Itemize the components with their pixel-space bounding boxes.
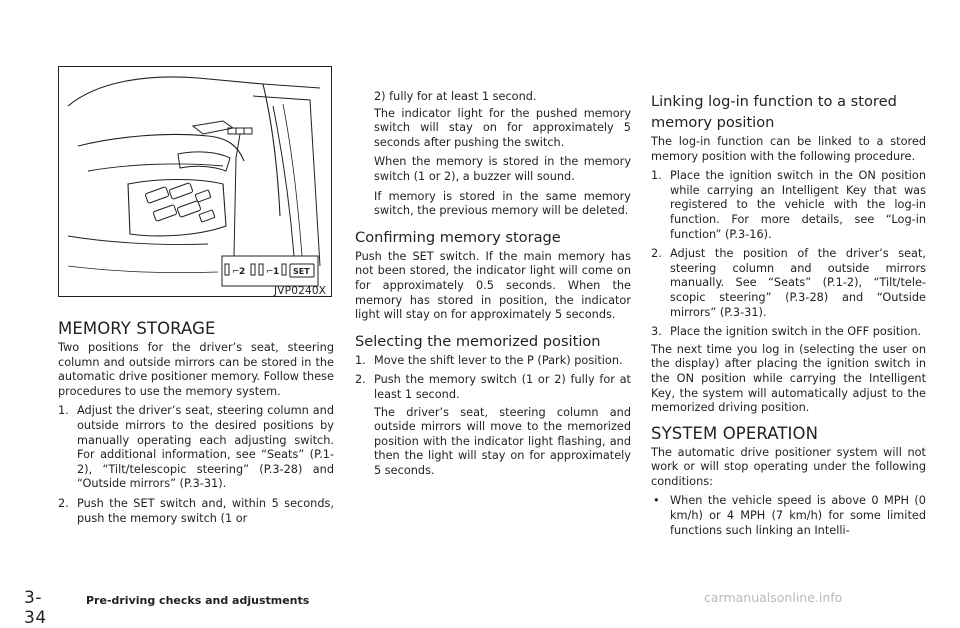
- list-number: 1.: [355, 353, 366, 367]
- list-number: 2.: [651, 247, 662, 261]
- heading-confirming-memory: Confirming memory storage: [355, 228, 561, 246]
- list-item: [58, 404, 334, 492]
- door-panel-illustration: [58, 66, 332, 297]
- bullet-item: [651, 494, 926, 538]
- list-text: Adjust the position of the driver’s seat, steering column and outside mirrors manually. See “Seats” (P.1-2), “Tilt/telescopic steering” (P.3-28) and “Outside mirrors” (P.3-31).: [670, 247, 926, 319]
- chapter-title: Pre-driving checks and adjustments: [86, 594, 310, 607]
- step2-continued: 2) fully for at least 1 second.: [374, 90, 537, 103]
- confirm-text: Push the SET switch. If the main memory has not been stored, the indicator light will come on for approximately 0.5 seconds. When the memory has stored in position, the indicator light will stay on for approximately 5 seconds.: [355, 249, 631, 322]
- system-intro: The automatic drive positioner system will not work or will stop operating under the following conditions:: [651, 445, 926, 488]
- list-item: [651, 247, 926, 320]
- list-text: Push the SET switch and, within 5 seconds, push the memory switch (1 or: [77, 496, 334, 525]
- heading-linking-login: [651, 91, 926, 133]
- sel2-move-text: The driver’s seat, steering column and outside mirrors will move to the memorized position with the indicator light flashing, and then the light will stay on for approximately 5 seconds.: [374, 405, 631, 477]
- memory-switch-figure: [58, 66, 332, 297]
- link-after-text: The next time you log in (selecting the user on the display) after placing the ignition switch in the ON position while carrying the Intelligent Key, the system will automatically adjust to the memorized driving position.: [651, 342, 926, 415]
- memory-2-label: 2: [239, 267, 246, 277]
- list-number: 1.: [651, 169, 662, 183]
- column-right: [651, 91, 926, 543]
- heading-selecting-position: Selecting the memorized position: [355, 332, 601, 350]
- list-text: Place the ignition switch in the OFF position.: [670, 325, 922, 339]
- memory-intro: Two positions for the driver’s seat, steering column and outside mirrors can be stored in the automatic drive positioner memory. Follow these procedures to use the memory system.: [58, 341, 335, 398]
- list-item: [651, 325, 926, 340]
- link-intro: The log-in function can be linked to a stored memory position with the following procedure.: [651, 135, 926, 163]
- heading-memory-storage: MEMORY STORAGE: [58, 319, 216, 338]
- figure-code: JVP0240X: [274, 285, 327, 297]
- list-number: 3.: [651, 325, 662, 339]
- column-left: [58, 319, 334, 531]
- list-text: Push the memory switch (1 or 2) fully for at least 1 second.: [374, 373, 631, 401]
- list-text: Place the ignition switch in the ON position while carrying an Intelligent Key that was registered to the vehicle with the log-in function. For more details, see “Log-in function” (P.3-16).: [670, 169, 926, 241]
- list-item: [355, 373, 631, 402]
- memory-1-label: 1: [273, 267, 280, 277]
- bullet-mark: •: [653, 494, 660, 508]
- heading-line: memory position: [651, 114, 775, 131]
- step2-buzzer-text: When the memory is stored in the memory switch (1 or 2), a buzzer will sound.: [374, 155, 631, 183]
- list-text: Move the shift lever to the P (Park) position.: [374, 353, 623, 367]
- heading-line: Linking log-in function to a stored: [651, 93, 897, 110]
- list-text: Adjust the driver’s seat, steering column and outside mirrors to the desired positions by manually operating each adjusting switch. For additional information, see “Seats” (P.1-2), “Tilt/telescopic steering” (P.3-28) and “Outside mirrors” (P.3-31).: [77, 404, 334, 491]
- heading-system-operation: SYSTEM OPERATION: [651, 423, 819, 443]
- svg-text:⌐: ⌐: [266, 267, 274, 277]
- svg-text:⌐: ⌐: [232, 267, 240, 277]
- list-number: 1.: [58, 404, 69, 418]
- watermark: carmanualsonline.info: [704, 590, 843, 605]
- bullet-text: When the vehicle speed is above 0 MPH (0 km/h) or 4 MPH (7 km/h) for some limited functions such linking an Intelli-: [670, 494, 926, 537]
- step2-overwrite-text: If memory is stored in the same memory switch, the previous memory will be deleted.: [374, 189, 631, 218]
- list-number: 2.: [58, 496, 69, 510]
- step2-indicator-text: The indicator light for the pushed memory switch will stay on for approximately 5 seconds after pushing the switch.: [374, 106, 631, 149]
- list-item: [651, 169, 926, 242]
- list-number: 2.: [355, 373, 366, 387]
- set-switch-label: SET: [293, 267, 310, 276]
- page-number: 3-34: [24, 588, 47, 628]
- list-item: [355, 354, 631, 369]
- column-middle: [355, 90, 631, 483]
- list-item: [58, 497, 334, 526]
